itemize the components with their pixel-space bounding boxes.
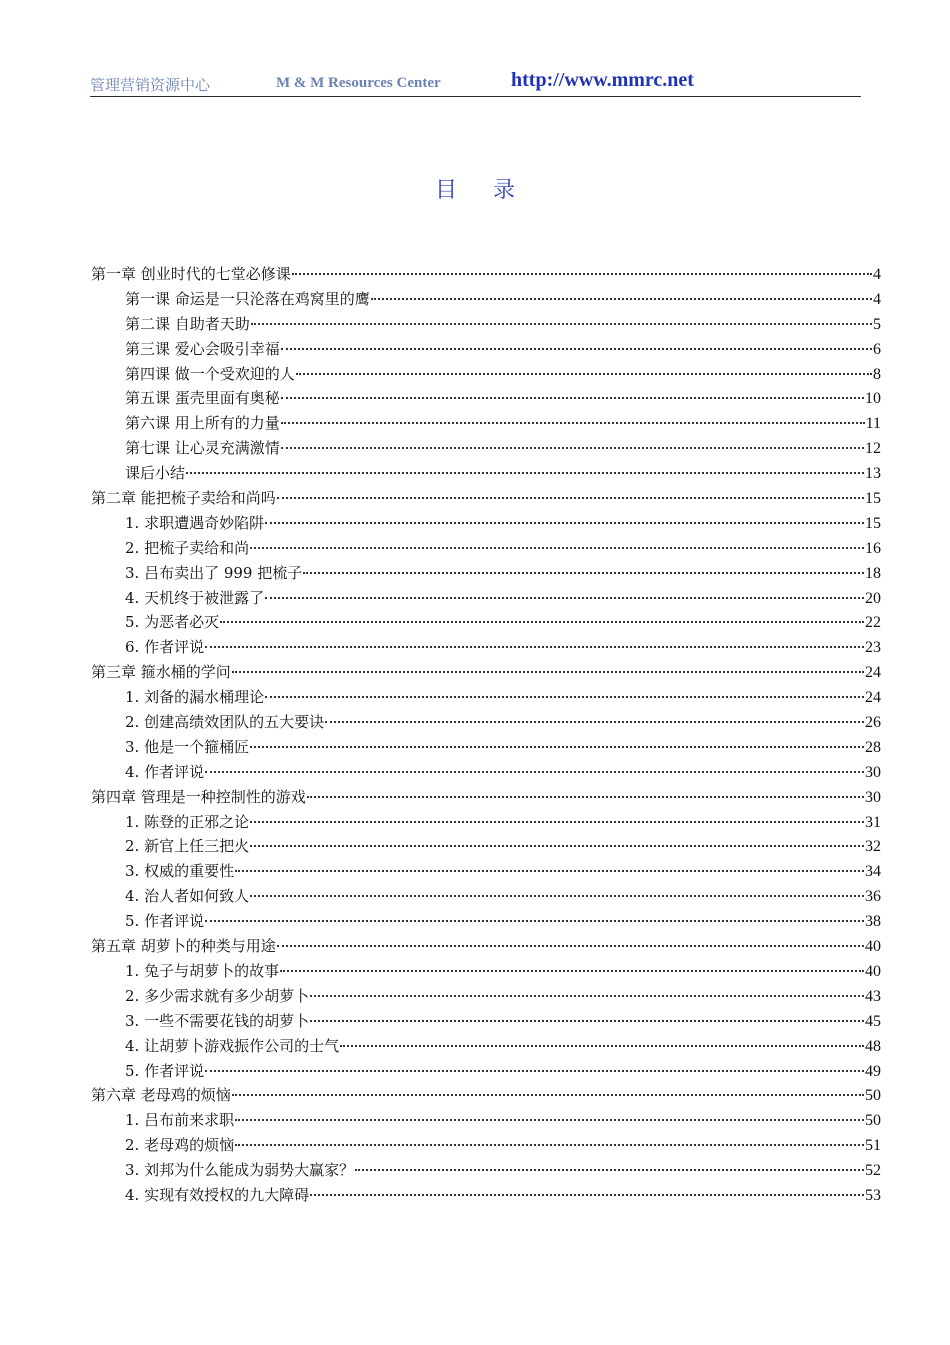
toc-entry-page-number: 4 [873, 290, 881, 308]
toc-entry-label: 第三章 箍水桶的学问 [91, 663, 231, 682]
toc-chapter-entry[interactable] [91, 660, 881, 685]
toc-entry-label: 3. 刘邦为什么能成为弱势大赢家？ [125, 1161, 355, 1180]
toc-entry-page-number: 40 [865, 938, 881, 956]
toc-entry-label: 第一课 命运是一只沦落在鸡窝里的鹰 [125, 289, 370, 308]
toc-entry-page-number: 28 [865, 738, 881, 756]
dot-leader [250, 844, 864, 847]
toc-section-entry[interactable] [91, 984, 881, 1009]
dot-leader [310, 1193, 864, 1196]
toc-entry-page-number: 10 [865, 390, 881, 408]
toc-entry-label: 4. 实现有效授权的九大障碍 [125, 1185, 310, 1204]
toc-entry-page-number: 52 [865, 1162, 881, 1180]
toc-entry-page-number: 50 [865, 1112, 881, 1130]
toc-section-entry[interactable] [91, 884, 881, 909]
dot-leader [205, 1069, 864, 1072]
toc-section-entry[interactable] [91, 411, 881, 436]
toc-entry-page-number: 20 [865, 589, 881, 607]
toc-entry-label: 4. 作者评说 [125, 762, 205, 781]
toc-entry-page-number: 38 [865, 913, 881, 931]
toc-section-entry[interactable] [91, 685, 881, 710]
toc-entry-label: 5. 作者评说 [125, 912, 205, 931]
header-org-english: M & M Resources Center [276, 75, 441, 91]
toc-entry-label: 1. 求职遭遇奇妙陷阱 [125, 513, 265, 532]
toc-section-entry[interactable] [91, 610, 881, 635]
toc-section-entry[interactable] [91, 1034, 881, 1059]
toc-entry-label: 1. 吕布前来求职 [125, 1111, 235, 1130]
toc-entry-page-number: 24 [865, 689, 881, 707]
dot-leader [307, 795, 864, 798]
dot-leader [250, 745, 864, 748]
dot-leader [205, 770, 864, 773]
toc-title: 目录 [434, 178, 551, 203]
dot-leader [235, 869, 864, 872]
toc-entry-label: 2. 多少需求就有多少胡萝卜 [125, 986, 310, 1005]
toc-entry-label: 1. 陈登的正邪之论 [125, 812, 250, 831]
toc-entry-label: 第二章 能把梳子卖给和尚吗 [91, 489, 276, 508]
toc-section-entry[interactable] [91, 810, 881, 835]
toc-section-entry[interactable] [91, 1133, 881, 1158]
dot-leader [232, 1093, 864, 1096]
toc-entry-label: 2. 把梳子卖给和尚 [125, 538, 250, 557]
dot-leader [281, 396, 864, 399]
dot-leader [280, 969, 864, 972]
toc-entry-label: 4. 天机终于被泄露了 [125, 588, 265, 607]
toc-section-entry[interactable] [91, 834, 881, 859]
toc-entry-label: 第二课 自助者天助 [125, 314, 250, 333]
toc-chapter-entry[interactable] [91, 785, 881, 810]
toc-entry-page-number: 30 [865, 788, 881, 806]
dot-leader [310, 1019, 864, 1022]
toc-section-entry[interactable] [91, 735, 881, 760]
toc-entry-page-number: 51 [865, 1137, 881, 1155]
toc-chapter-entry[interactable] [91, 934, 881, 959]
toc-section-entry[interactable] [91, 337, 881, 362]
toc-entry-page-number: 50 [865, 1087, 881, 1105]
toc-entry-page-number: 40 [865, 962, 881, 980]
toc-entry-label: 第五课 蛋壳里面有奥秘 [125, 389, 280, 408]
toc-section-entry[interactable] [91, 1059, 881, 1084]
dot-leader [371, 297, 872, 300]
toc-entry-label: 4. 治人者如何致人 [125, 887, 250, 906]
toc-section-entry[interactable] [91, 710, 881, 735]
toc-entry-label: 1. 刘备的漏水桶理论 [125, 688, 265, 707]
toc-entry-page-number: 43 [865, 987, 881, 1005]
dot-leader [296, 372, 872, 375]
toc-entry-page-number: 8 [873, 365, 881, 383]
toc-chapter-entry[interactable] [91, 262, 881, 287]
toc-entry-label: 5. 作者评说 [125, 1061, 205, 1080]
toc-section-entry[interactable] [91, 760, 881, 785]
toc-entry-page-number: 24 [865, 664, 881, 682]
dot-leader [250, 546, 864, 549]
toc-entry-label: 1. 兔子与胡萝卜的故事 [125, 961, 280, 980]
toc-entry-label: 2. 老母鸡的烦恼 [125, 1136, 235, 1155]
toc-entry-label: 第四章 管理是一种控制性的游戏 [91, 787, 306, 806]
toc-chapter-entry[interactable] [91, 486, 881, 511]
toc-section-entry[interactable] [91, 312, 881, 337]
dot-leader [205, 919, 864, 922]
toc-section-entry[interactable] [91, 362, 881, 387]
toc-entry-page-number: 18 [865, 564, 881, 582]
toc-entry-label: 2. 新官上任三把火 [125, 837, 250, 856]
toc-section-entry[interactable] [91, 561, 881, 586]
dot-leader [220, 620, 864, 623]
dot-leader [310, 994, 864, 997]
toc-entry-page-number: 15 [865, 514, 881, 532]
dot-leader [205, 645, 864, 648]
toc-entry-page-number: 16 [865, 539, 881, 557]
dot-leader [281, 347, 872, 350]
toc-entry-label: 第六章 老母鸡的烦恼 [91, 1086, 231, 1105]
toc-section-entry[interactable] [91, 511, 881, 536]
toc-entry-label: 第一章 创业时代的七堂必修课 [91, 265, 291, 283]
toc-entry-label: 3. 他是一个箍桶匠 [125, 737, 250, 756]
dot-leader [235, 1118, 864, 1121]
toc-chapter-entry[interactable] [91, 1083, 881, 1108]
toc-entry-label: 4. 让胡萝卜游戏振作公司的士气 [125, 1036, 340, 1055]
dot-leader [281, 446, 864, 449]
toc-entry-page-number: 5 [873, 315, 881, 333]
toc-entry-page-number: 23 [865, 639, 881, 657]
toc-section-entry[interactable] [91, 386, 881, 411]
table-of-contents [91, 262, 881, 1208]
toc-section-entry[interactable] [91, 859, 881, 884]
toc-entry-page-number: 15 [865, 490, 881, 508]
toc-entry-page-number: 49 [865, 1062, 881, 1080]
header-org-chinese: 管理营销资源中心 [90, 76, 211, 94]
toc-section-entry[interactable] [91, 1158, 881, 1183]
toc-section-entry[interactable] [91, 1183, 881, 1208]
toc-entry-label: 3. 吕布卖出了 999 把梳子 [125, 563, 303, 582]
toc-section-entry[interactable] [91, 959, 881, 984]
toc-entry-label: 课后小结 [125, 464, 186, 483]
toc-entry-page-number: 48 [865, 1037, 881, 1055]
toc-entry-page-number: 6 [873, 340, 881, 358]
toc-entry-page-number: 26 [865, 714, 881, 732]
dot-leader [186, 471, 864, 474]
toc-entry-label: 6. 作者评说 [125, 638, 205, 657]
toc-entry-label: 第六课 用上所有的力量 [125, 414, 280, 433]
toc-section-entry[interactable] [91, 635, 881, 660]
toc-entry-page-number: 45 [865, 1012, 881, 1030]
toc-entry-label: 第四课 做一个受欢迎的人 [125, 364, 295, 383]
dot-leader [355, 1168, 864, 1171]
dot-leader [325, 720, 864, 723]
toc-entry-label: 第五章 胡萝卜的种类与用途 [91, 937, 276, 956]
toc-section-entry[interactable] [91, 1108, 881, 1133]
dot-leader [281, 421, 865, 424]
dot-leader [277, 944, 864, 947]
toc-section-entry[interactable] [91, 909, 881, 934]
toc-entry-label: 3. 一些不需要花钱的胡萝卜 [125, 1011, 310, 1030]
toc-entry-page-number: 4 [873, 266, 881, 283]
toc-entry-page-number: 36 [865, 888, 881, 906]
toc-entry-label: 第三课 爱心会吸引幸福 [125, 339, 280, 358]
toc-entry-label: 第七课 让心灵充满激情 [125, 439, 280, 458]
dot-leader [235, 1143, 864, 1146]
dot-leader [292, 272, 872, 275]
toc-entry-page-number: 32 [865, 838, 881, 856]
header-url-link[interactable]: http://www.mmrc.net [511, 69, 694, 91]
toc-entry-page-number: 22 [865, 614, 881, 632]
toc-entry-page-number: 11 [865, 415, 881, 433]
dot-leader [251, 322, 872, 325]
toc-entry-page-number: 30 [865, 763, 881, 781]
dot-leader [250, 894, 864, 897]
toc-entry-label: 5. 为恶者必灭 [125, 613, 220, 632]
toc-section-entry[interactable] [91, 1009, 881, 1034]
toc-section-entry[interactable] [91, 436, 881, 461]
dot-leader [303, 571, 864, 574]
dot-leader [265, 596, 864, 599]
toc-entry-page-number: 31 [865, 813, 881, 831]
toc-entry-page-number: 12 [865, 440, 881, 458]
toc-section-entry[interactable] [91, 461, 881, 486]
dot-leader [340, 1044, 864, 1047]
toc-entry-page-number: 53 [865, 1186, 881, 1204]
toc-entry-page-number: 34 [865, 863, 881, 881]
toc-entry-label: 2. 创建高绩效团队的五大要诀 [125, 713, 325, 732]
toc-entry-page-number: 13 [865, 465, 881, 483]
dot-leader [232, 670, 864, 673]
toc-section-entry[interactable] [91, 536, 881, 561]
dot-leader [250, 820, 864, 823]
page-header [90, 70, 861, 97]
dot-leader [265, 695, 864, 698]
toc-entry-label: 3. 权威的重要性 [125, 862, 235, 881]
dot-leader [277, 496, 864, 499]
toc-section-entry[interactable] [91, 586, 881, 611]
toc-section-entry[interactable] [91, 287, 881, 312]
dot-leader [265, 521, 864, 524]
